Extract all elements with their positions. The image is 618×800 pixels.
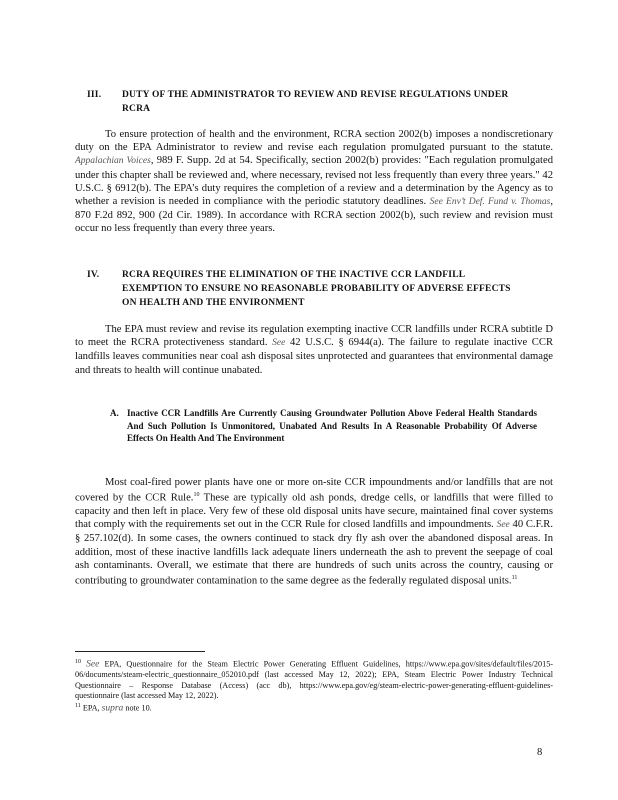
case-citation: See Env’t Def. Fund v. Thomas — [429, 197, 551, 208]
page-number: 8 — [537, 747, 543, 758]
section-title: DUTY OF THE ADMINISTRATOR TO REVIEW AND REVISE REGULATIONS UNDER RCRA — [122, 90, 509, 114]
footnote-10: $^{10}$ See EPA, Questionnaire for the Steam Electric Power Generating Effluent Guidelines, https://www.epa.gov/sites/default/files/2015-06/documents/steam-electric_questionnaire_052010.pdf (last accessed May 12, 2022); EPA, Steam Electric Power Industry Technical Questionnaire – Response Database (Access) (acc db), https://www.epa.gov/eg/steam-electric-power-generating-effluent-guidelines-questionnaire (last accessed May 12, 2022). — [75, 659, 554, 700]
subheading-a — [75, 407, 553, 459]
section-number: IV. — [87, 270, 100, 280]
section-heading-iii — [75, 88, 553, 116]
subheading-title: Inactive CCR Landfills Are Currently Causing Groundwater Pollution Above Federal Health Standards And Such Pollution Is Unmonitored, Unabated And Results In A Reasonable Probability Of Adverse Effects On Health And The Environment — [127, 408, 537, 443]
case-citation: Appalachian Voices — [75, 156, 151, 167]
section-heading-iv — [75, 268, 553, 310]
paragraph-inactive-landfills: Most coal-fired power plants have one or more on-site CCR impoundments and/or landfills that are not covered by the CCR Rule.$^{10}$ These are typically old ash ponds, dredge cells, or landfills that were filled to capacity and then left in place. Very few of these old disposal units have secure, maintained final cover systems that comply with the requirements set out in the CCR Rule for closed landfills and impoundments. See 40 C.F.R. § 257.102(d). In some cases, the owners continued to stack dry fly ash over the abandoned disposal areas. In addition, most of these inactive landfills lack adequate liners underneath the ash to prevent the seepage of coal ash contaminants. Overall, we estimate that there are hundreds of such units across the country, causing or contributing to groundwater contamination to the same degree as the federally regulated disposal units.$^{11}$ — [75, 477, 554, 587]
signal-see: See — [272, 338, 286, 349]
signal-see: See — [496, 520, 510, 531]
footnote-divider — [75, 651, 205, 652]
section-number: III. — [87, 90, 102, 100]
footnote-ref: 10 — [193, 492, 200, 499]
footnote-11: $^{11}$ EPA, supra note 10. — [75, 703, 152, 715]
paragraph-duty-to-review: To ensure protection of health and the environment, RCRA section 2002(b) imposes a nondiscretionary duty on the EPA Administrator to review and revise each regulation promulgated pursuant to the statute. Appalachian Voices, 989 F. Supp. 2d at 54. Specifically, section 2002(b) provides: "Each regulation promulgated under this chapter shall be reviewed and, where necessary, revised not less frequently than every three years." 42 U.S.C. § 6912(b). The EPA’s duty requires the completion of a review and a determination by the Agency as to whether a revision is needed in compliance with the periodic statutory deadlines. See Env’t Def. Fund v. Thomas, 870 F.2d 892, 900 (2d Cir. 1989). In accordance with RCRA section 2002(b), such review and revision must occur no less frequently than every three years. — [75, 129, 554, 235]
subheading-letter: A. — [110, 408, 119, 418]
paragraph-must-review: The EPA must review and revise its regulation exempting inactive CCR landfills under RCRA subtitle D to meet the RCRA protectiveness standard. See 42 U.S.C. § 6944(a). The failure to regulate inactive CCR landfills leaves communities near coal ash disposal sites unprotected and guarantees that environmental damage and threats to health will continue unabated. — [75, 324, 554, 376]
section-title: RCRA REQUIRES THE ELIMINATION OF THE INACTIVE CCR LANDFILL EXEMPTION TO ENSURE NO REASONABLE PROBABILITY OF ADVERSE EFFECTS ON HEALTH AND THE ENVIRONMENT — [122, 270, 511, 308]
footnotes — [75, 657, 553, 715]
footnote-ref: 11 — [511, 574, 518, 581]
